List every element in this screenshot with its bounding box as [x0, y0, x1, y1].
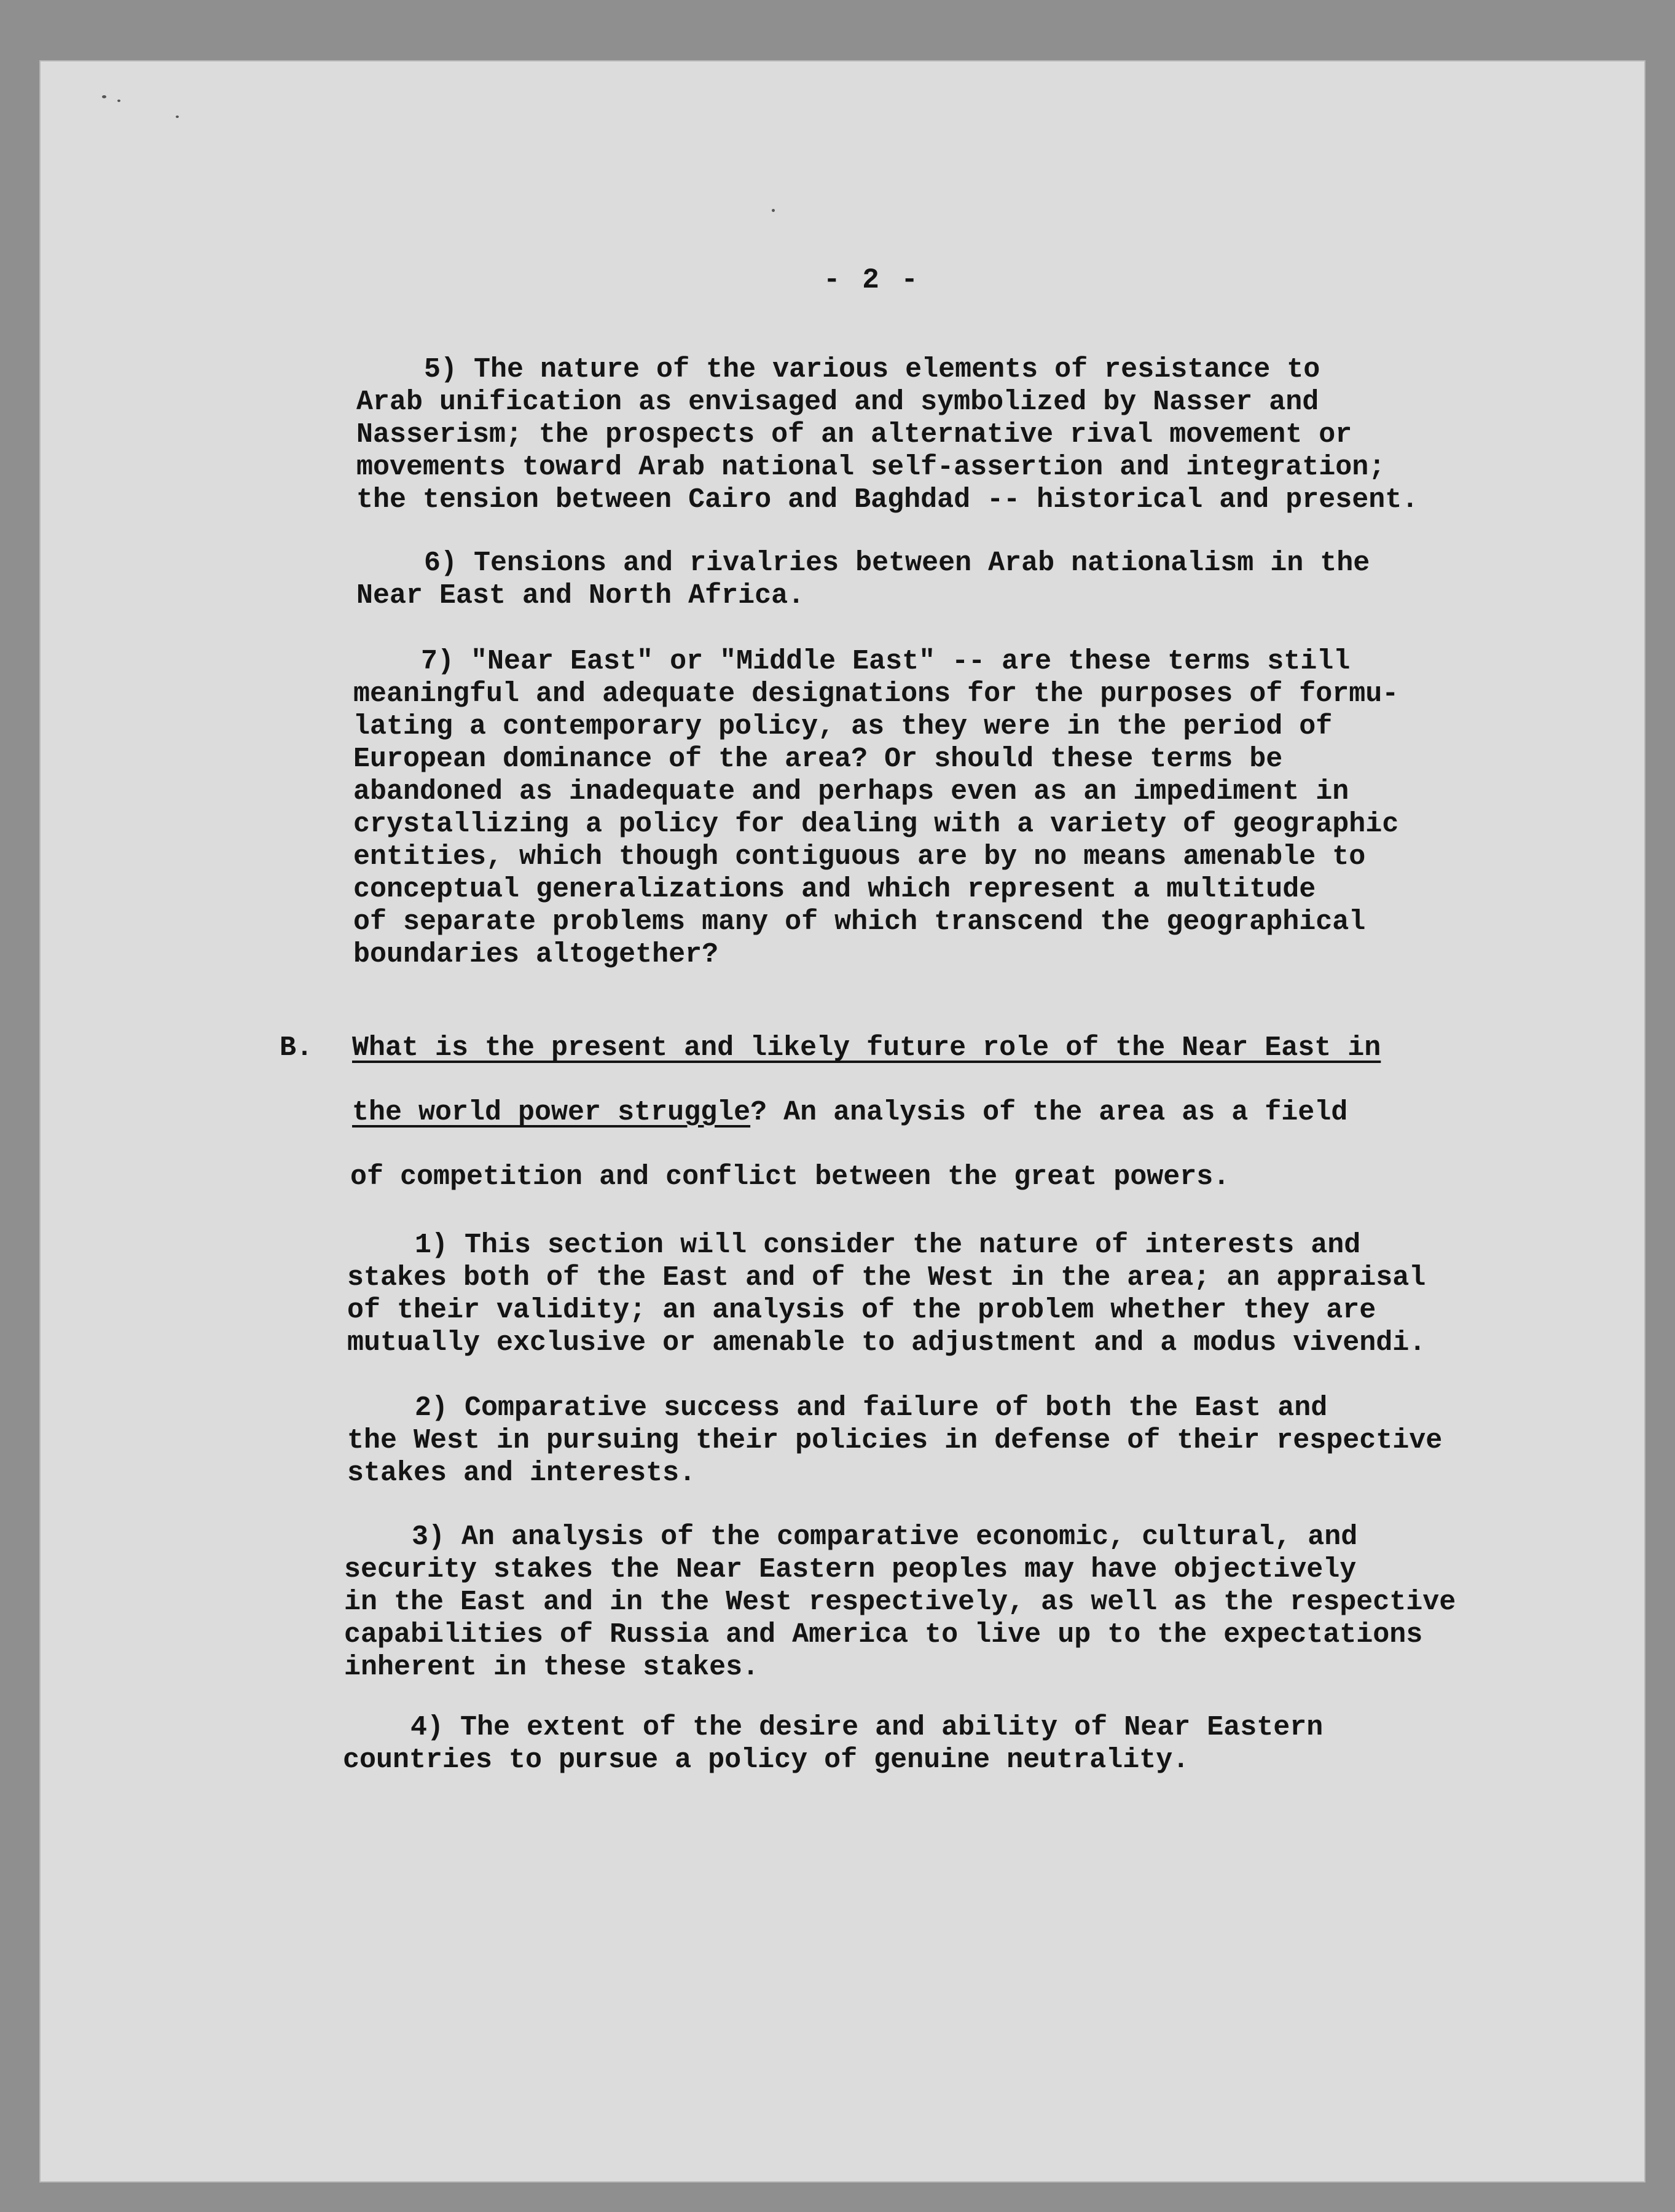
text-line: Near East and North Africa. [356, 580, 805, 611]
section-heading-line2 [352, 1097, 1347, 1128]
item-b3 [344, 1521, 1456, 1684]
text-line: European dominance of the area? Or should these terms be [353, 743, 1283, 775]
text-line: 2) Comparative success and failure of both the East and [415, 1392, 1328, 1424]
item-5 [356, 353, 1418, 516]
section-heading: What is the present and likely future role of the Near East in [352, 1032, 1381, 1064]
text-line: 5) The nature of the various elements of resistance to [424, 354, 1320, 385]
paper-speck [117, 100, 120, 102]
text-line: of their validity; an analysis of the problem whether they are [347, 1295, 1376, 1326]
text-line: security stakes the Near Eastern peoples may have objectively [344, 1554, 1357, 1585]
text-line: capabilities of Russia and America to live up to the expectations [344, 1619, 1423, 1650]
text-line: movements toward Arab national self-assertion and integration; [356, 452, 1386, 483]
item-b4 [343, 1711, 1323, 1776]
text-line: 7) "Near East" or "Middle East" -- are these terms still [421, 646, 1351, 677]
text-line: 6) Tensions and rivalries between Arab nationalism in the [424, 547, 1370, 579]
text-line: Nasserism; the prospects of an alternative rival movement or [356, 419, 1352, 450]
text-line: 4) The extent of the desire and ability of Near Eastern [410, 1712, 1324, 1743]
item-7 [353, 645, 1398, 971]
paper-speck [176, 116, 179, 118]
section-heading-line3: of competition and conflict between the great powers. [350, 1161, 1230, 1193]
text-line: the tension between Cairo and Baghdad -- historical and present. [356, 484, 1419, 516]
section-label: B. [280, 1032, 313, 1064]
text-line: in the East and in the West respectively, as well as the respective [344, 1586, 1456, 1618]
text-line: abandoned as inadequate and perhaps even as an impediment in [353, 776, 1349, 807]
text-line: inherent in these stakes. [344, 1652, 759, 1683]
text-line: mutually exclusive or amenable to adjustment and a modus vivendi. [347, 1327, 1426, 1359]
text-line: crystallizing a policy for dealing with a variety of geographic [353, 809, 1399, 840]
text-line: Arab unification as envisaged and symbolized by Nasser and [356, 386, 1319, 418]
text-line: 3) An analysis of the comparative economic, cultural, and [412, 1521, 1358, 1553]
heading-continuation: ? An analysis of the area as a field [750, 1097, 1348, 1128]
text-line: boundaries altogether? [353, 939, 719, 970]
underlined-phrase: the world power struggle [352, 1097, 751, 1128]
text-line: entities, which though contiguous are by no means amenable to [353, 841, 1366, 873]
text-line: the West in pursuing their policies in defense of their respective [347, 1425, 1443, 1456]
item-b1 [347, 1229, 1426, 1359]
item-6 [356, 547, 1370, 612]
text-line: meaningful and adequate designations for the purposes of formu- [353, 678, 1399, 710]
paper-speck [102, 95, 106, 98]
text-line: conceptual generalizations and which represent a multitude [353, 874, 1316, 905]
text-line: 1) This section will consider the nature of interests and [415, 1230, 1361, 1261]
text-line: of separate problems many of which transcend the geographical [353, 906, 1366, 938]
paper-speck [772, 209, 775, 212]
text-line: stakes both of the East and of the West in the area; an appraisal [347, 1262, 1426, 1293]
item-b2 [347, 1392, 1442, 1489]
text-line: countries to pursue a policy of genuine neutrality. [343, 1744, 1190, 1776]
text-line: stakes and interests. [347, 1457, 696, 1489]
text-line: lating a contemporary policy, as they were in the period of [353, 711, 1333, 742]
page-number: - 2 - [823, 264, 921, 296]
